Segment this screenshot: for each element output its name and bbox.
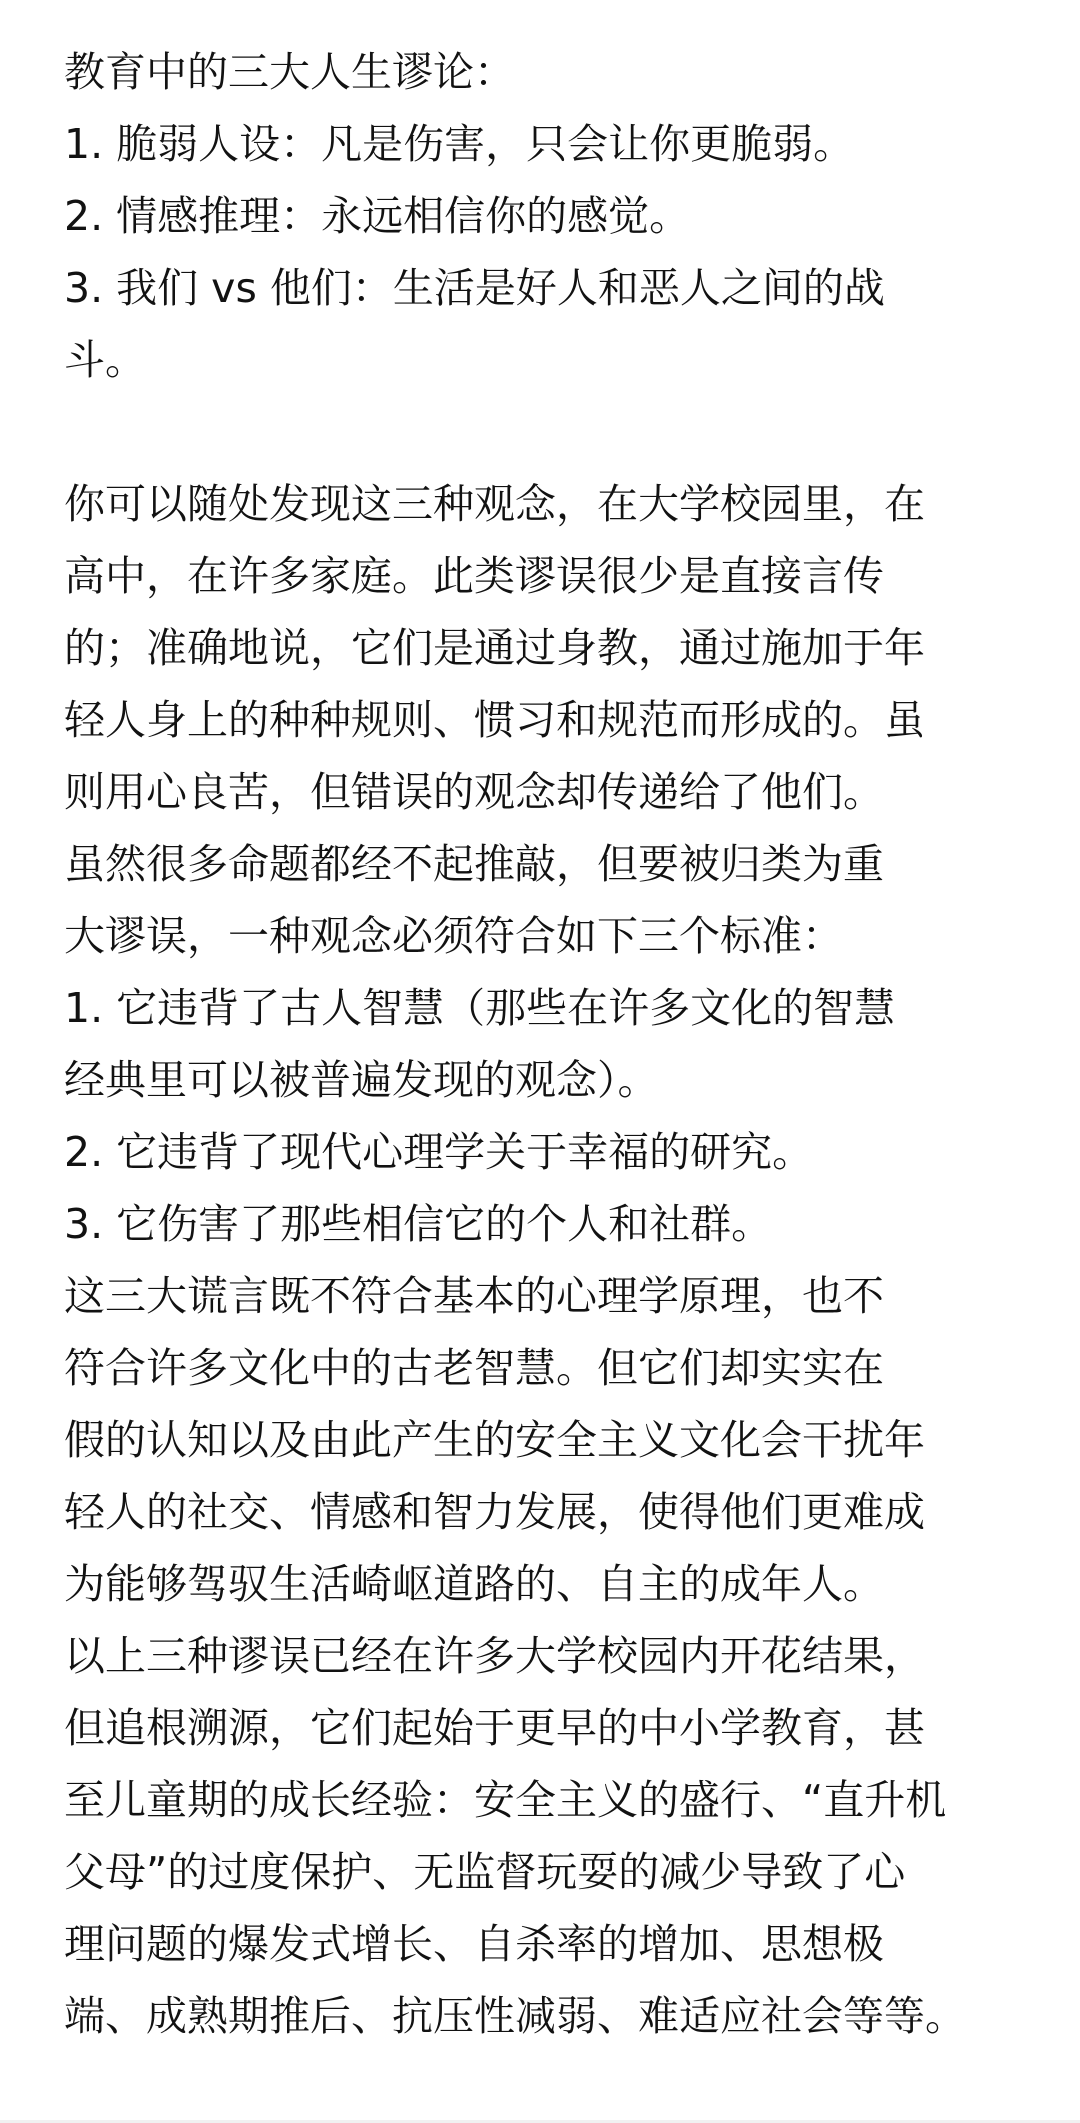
paragraph-line: 符合许多文化中的古老智慧。但它们却实实在 [64, 1344, 884, 1392]
paragraph-line: 父母”的过度保护、无监督玩耍的减少导致了心 [64, 1848, 906, 1896]
criteria-item-1: 1. 它违背了古人智慧（那些在许多文化的智慧 [64, 984, 896, 1032]
paragraph-line: 为能够驾驭生活崎岖道路的、自主的成年人。 [64, 1560, 884, 1608]
criteria-item-1-continued: 经典里可以被普遍发现的观念）。 [64, 1056, 659, 1104]
paragraph-line: 的；准确地说，它们是通过身教，通过施加于年 [64, 624, 925, 672]
paragraph-line: 虽然很多命题都经不起推敲，但要被归类为重 [64, 840, 884, 888]
article-text [64, 36, 1024, 2052]
list-item-3-continued: 斗。 [64, 336, 146, 384]
paragraph-line: 高中，在许多家庭。此类谬误很少是直接言传 [64, 552, 884, 600]
paragraph-line: 以上三种谬误已经在许多大学校园内开花结果， [64, 1632, 925, 1680]
paragraph-line: 轻人的社交、情感和智力发展，使得他们更难成 [64, 1488, 925, 1536]
paragraph-line: 理问题的爆发式增长、自杀率的增加、思想极 [64, 1920, 884, 1968]
paragraph-line: 但追根溯源，它们起始于更早的中小学教育，甚 [64, 1704, 925, 1752]
paragraph-line: 假的认知以及由此产生的安全主义文化会干扰年 [64, 1416, 925, 1464]
criteria-item-3: 3. 它伤害了那些相信它的个人和社群。 [64, 1200, 773, 1248]
paragraph-line: 这三大谎言既不符合基本的心理学原理，也不 [64, 1272, 884, 1320]
paragraph-gap [64, 396, 1024, 468]
paragraph-line: 轻人身上的种种规则、惯习和规范而形成的。虽 [64, 696, 925, 744]
list-item-3: 3. 我们 vs 他们：生活是好人和恶人之间的战 [64, 264, 885, 312]
paragraph-line: 大谬误，一种观念必须符合如下三个标准： [64, 912, 843, 960]
heading-line: 教育中的三大人生谬论： [64, 48, 515, 96]
paragraph-line: 至儿童期的成长经验：安全主义的盛行、“直升机 [64, 1776, 947, 1824]
list-item-1: 1. 脆弱人设：凡是伤害，只会让你更脆弱。 [64, 120, 855, 168]
paragraph-line: 则用心良苦，但错误的观念却传递给了他们。 [64, 768, 884, 816]
paragraph-line: 端、成熟期推后、抗压性减弱、难适应社会等等。 [64, 1992, 966, 2040]
criteria-item-2: 2. 它违背了现代心理学关于幸福的研究。 [64, 1128, 814, 1176]
paragraph-line: 你可以随处发现这三种观念，在大学校园里，在 [64, 480, 925, 528]
list-item-2: 2. 情感推理：永远相信你的感觉。 [64, 192, 691, 240]
